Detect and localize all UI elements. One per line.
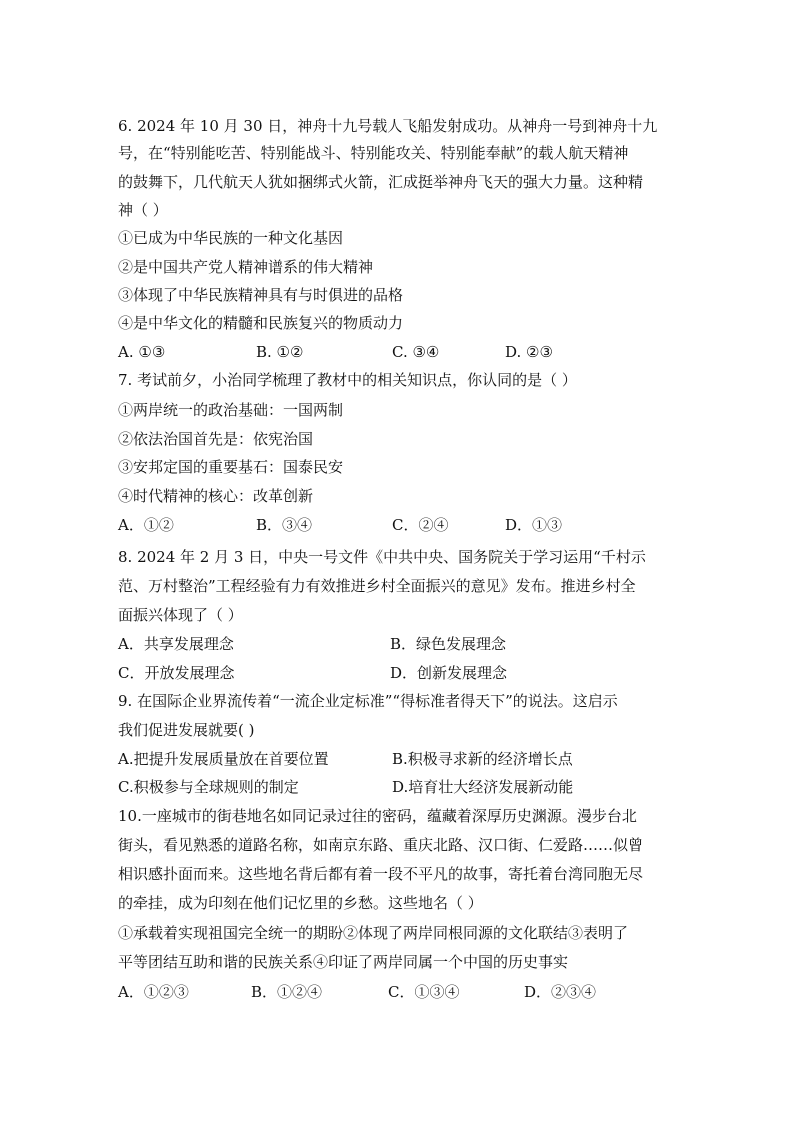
q9-option-c: C.积极参与全球规则的制定 — [118, 778, 299, 796]
q8-stem-line-3: 面振兴体现了（ ） — [118, 606, 243, 624]
q6-stem-line-4: 神（ ） — [118, 201, 168, 219]
q9-stem-line-2: 我们促进发展就要( ) — [118, 721, 255, 739]
q6-stem-line-3: 的鼓舞下，几代航天人犹如捆绑式火箭，汇成挺举神舟飞天的强大力量。这种精 — [118, 173, 644, 191]
q10-stem-line-3: 相识感扑面而来。这些地名背后都有着一段不平凡的故事，寄托着台湾同胞无尽 — [118, 865, 644, 883]
q7-stem-line-1: 7. 考试前夕，小治同学梳理了教材中的相关知识点，你认同的是（ ） — [118, 371, 577, 389]
q6-stem-line-2: 号，在“特别能吃苦、特别能战斗、特别能攻关、特别能奉献”的载人航天精神 — [118, 144, 629, 162]
q9-option-a: A.把提升发展质量放在首要位置 — [118, 750, 329, 768]
q10-option-c: C．①③④ — [388, 983, 460, 1001]
q10-option-a: A．①②③ — [118, 983, 189, 1001]
q10-statement-line-1: ①承载着实现祖国完全统一的期盼②体现了两岸同根同源的文化联结③表明了 — [118, 924, 629, 942]
q6-statement-4: ④是中华文化的精髓和民族复兴的物质动力 — [118, 314, 404, 332]
q6-option-c: C. ③④ — [392, 343, 440, 361]
q10-statement-line-2: 平等团结互助和谐的民族关系④印证了两岸同属一个中国的历史事实 — [118, 953, 569, 971]
q7-statement-2: ②依法治国首先是：依宪治国 — [118, 430, 314, 448]
q8-option-b: B．绿色发展理念 — [390, 635, 507, 653]
q9-option-d: D.培育壮大经济发展新动能 — [392, 778, 574, 796]
q6-statement-1: ①已成为中华民族的一种文化基因 — [118, 229, 344, 247]
q6-stem-line-1: 6. 2024 年 10 月 30 日，神舟十九号载人飞船发射成功。从神舟一号到神舟十九 — [118, 117, 658, 135]
q7-statement-4: ④时代精神的核心：改革创新 — [118, 487, 314, 505]
q9-option-b: B.积极寻求新的经济增长点 — [392, 750, 573, 768]
q8-option-c: C．开放发展理念 — [118, 664, 235, 682]
q6-option-a: A. ①③ — [118, 343, 166, 361]
q8-option-a: A．共享发展理念 — [118, 635, 234, 653]
q8-stem-line-1: 8. 2024 年 2 月 3 日，中央一号文件《中共中央、国务院关于学习运用“千村示 — [118, 548, 646, 566]
q10-stem-line-1: 10.一座城市的街巷地名如同记录过往的密码，蕴藏着深厚历史渊源。漫步台北 — [118, 807, 637, 825]
q6-option-d: D. ②③ — [505, 343, 553, 361]
q8-stem-line-2: 范、万村整治”工程经验有力有效推进乡村全面振兴的意见》发布。推进乡村全 — [118, 577, 636, 595]
q8-option-d: D．创新发展理念 — [390, 664, 508, 682]
q9-stem-line-1: 9. 在国际企业界流传着“一流企业定标准”“得标准者得天下”的说法。这启示 — [118, 692, 618, 710]
q7-statement-1: ①两岸统一的政治基础：一国两制 — [118, 401, 344, 419]
q10-option-d: D．②③④ — [524, 983, 597, 1001]
q6-option-b: B. ①② — [256, 343, 304, 361]
q6-statement-3: ③体现了中华民族精神具有与时俱进的品格 — [118, 286, 404, 304]
q7-option-c: C．②④ — [392, 516, 449, 534]
q10-stem-line-2: 街头，看见熟悉的道路名称，如南京东路、重庆北路、汉口街、仁爱路……似曾 — [118, 836, 644, 854]
q7-option-b: B．③④ — [256, 516, 313, 534]
q10-stem-line-4: 的牵挂，成为印刻在他们记忆里的乡愁。这些地名（ ） — [118, 894, 483, 912]
q7-statement-3: ③安邦定国的重要基石：国泰民安 — [118, 458, 344, 476]
q7-option-d: D．①③ — [505, 516, 563, 534]
q7-option-a: A．①② — [118, 516, 174, 534]
q6-statement-2: ②是中国共产党人精神谱系的伟大精神 — [118, 258, 374, 276]
q10-option-b: B．①②④ — [251, 983, 323, 1001]
